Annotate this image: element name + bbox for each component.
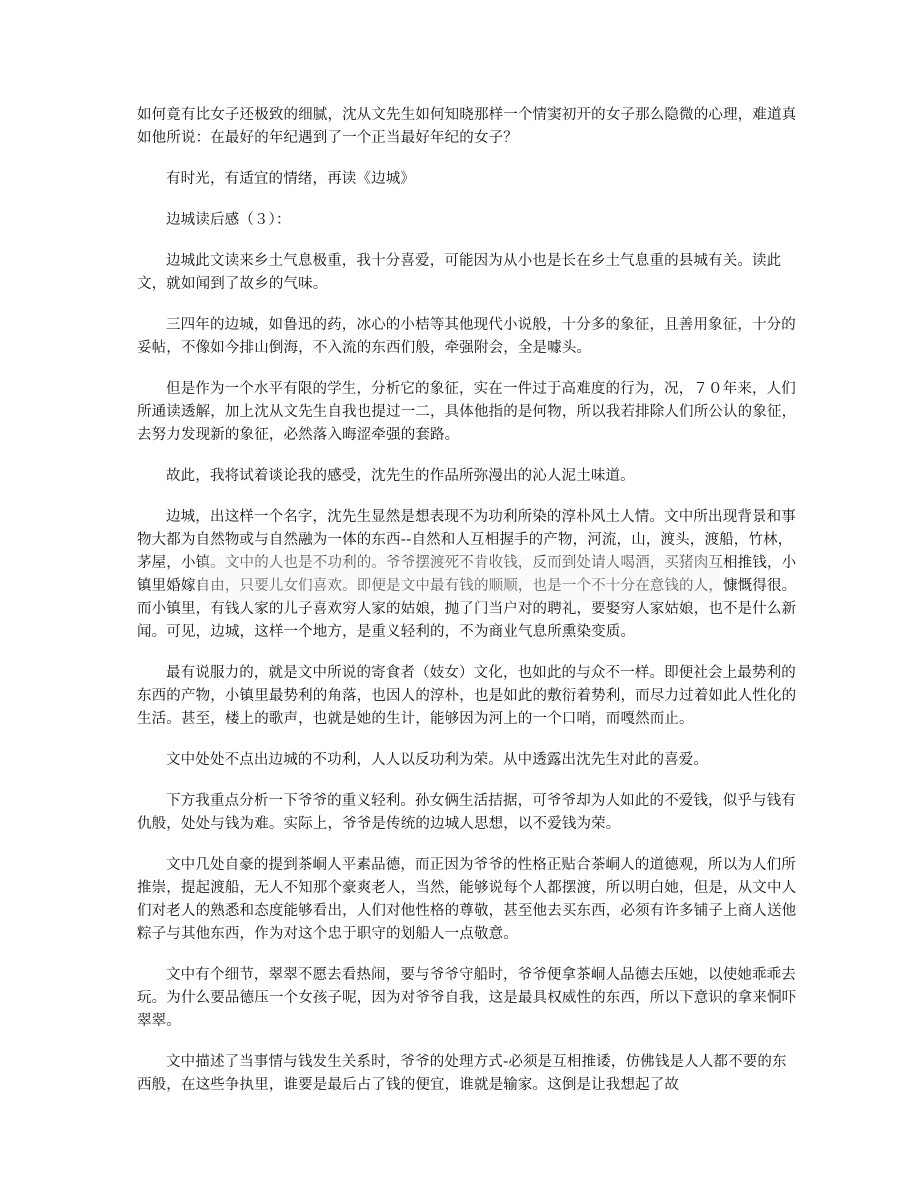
document-body [137, 104, 801, 1115]
paragraph-6: 但是作为一个水平有限的学生，分析它的象征，实在一件过于高难度的行为，况，７０年来，人们所通读透解，加上沈从文先生自我也提过一二，具体他指的是何物，所以我若排除人们所公认的象征，去努力发现新的象征，必然落入晦涩牵强的套路。 [137, 381, 797, 443]
section-heading: 边城读后感（３）： [166, 212, 291, 228]
paragraph-8: 边城，出这样一个名字，沈先生显然是想表现不为功利所染的淳朴风土人情。文中所出现背景和事物大都为自然物或与自然融为一体的东西--自然和人互相握手的产物，河流，山，渡头，渡船，竹林，茅屋，小镇。文中的人也是不功利的。爷爷摆渡死不肯收钱，反而到处请人喝酒，买猪肉互相推钱，小镇里婚嫁自由，只要儿女们喜欢。即便是文中最有钱的顺顺，也是一个不十分在意钱的人，慷慨得很。而小镇里，有钱人家的儿子喜欢穷人家的姑娘，抛了门当户对的聘礼，要娶穷人家姑娘，也不是什么新闻。可见，边城，这样一个地方，是重义轻利的，不为商业气息所熏染变质。 [137, 509, 797, 640]
paragraph-1: 如何竟有比女子还极致的细腻，沈从文先生如何知晓那样一个情窦初开的女子那么隐微的心理，难道真如他所说：在最好的年纪遇到了一个正当最好年纪的女子？ [137, 107, 797, 146]
paragraph-7: 故此，我将试着谈论我的感受，沈先生的作品所弥漫出的沁人泥土味道。 [166, 468, 635, 484]
paragraph-9: 最有说服力的，就是文中所说的寄食者（妓女）文化，也如此的与众不一样。即便社会上最势利的东西的产物，小镇里最势利的角落，也因人的淳朴，也是如此的敷衍着势利，而尽力过着如此人性化的生活。甚至，楼上的歌声，也就是她的生计，能够因为河上的一个口哨，而嘎然而止。 [137, 665, 797, 727]
paragraph-4: 边城此文读来乡土气息极重，我十分喜爱，可能因为从小也是长在乡土气息重的县城有关。读此文，就如闻到了故乡的气味。 [137, 253, 782, 292]
paragraph-12: 文中几处自豪的提到茶峒人平素品德，而正因为爷爷的性格正贴合茶峒人的道德观，所以为人们所推崇，提起渡船，无人不知那个豪爽老人，当然，能够说每个人都摆渡，所以明白她，但是，从文中人们对老人的熟悉和态度能够看出，人们对他性格的尊敬，甚至他去买东西，必须有许多铺子上商人送他粽子与其他东西，作为对这个忠于职守的划船人一点敬意。 [137, 857, 797, 942]
paragraph-5: 三四年的边城，如鲁迅的药，冰心的小桔等其他现代小说般，十分多的象征，且善用象征，十分的妥帖，不像如今排山倒海，不入流的东西们般，牵强附会，全是噱头。 [137, 317, 796, 356]
paragraph-14: 文中描述了当事情与钱发生关系时，爷爷的处理方式-必须是互相推诿，仿佛钱是人人都不要的东西般，在这些争执里，谁要是最后占了钱的便宜，谁就是输家。这倒是让我想起了故 [137, 1054, 787, 1093]
paragraph-2: 有时光，有适宜的情绪，再读《边城》 [166, 171, 416, 187]
paragraph-13: 文中有个细节，翠翠不愿去看热闹，要与爷爷守船时，爷爷便拿茶峒人品德去压她，以使她乖乖去玩。为什么要品德压一个女孩子呢，因为对爷爷自我，这是最具权威性的东西，所以下意识的拿来恫吓翠翠。 [137, 967, 797, 1029]
paragraph-10: 文中处处不点出边城的不功利，人人以反功利为荣。从中透露出沈先生对此的喜爱。 [166, 752, 709, 768]
paragraph-11: 下方我重点分析一下爷爷的重义轻利。孙女俩生活拮据，可爷爷却为人如此的不爱钱，似乎与钱有仇般，处处与钱为难。实际上，爷爷是传统的边城人思想，以不爱钱为荣。 [137, 793, 796, 832]
